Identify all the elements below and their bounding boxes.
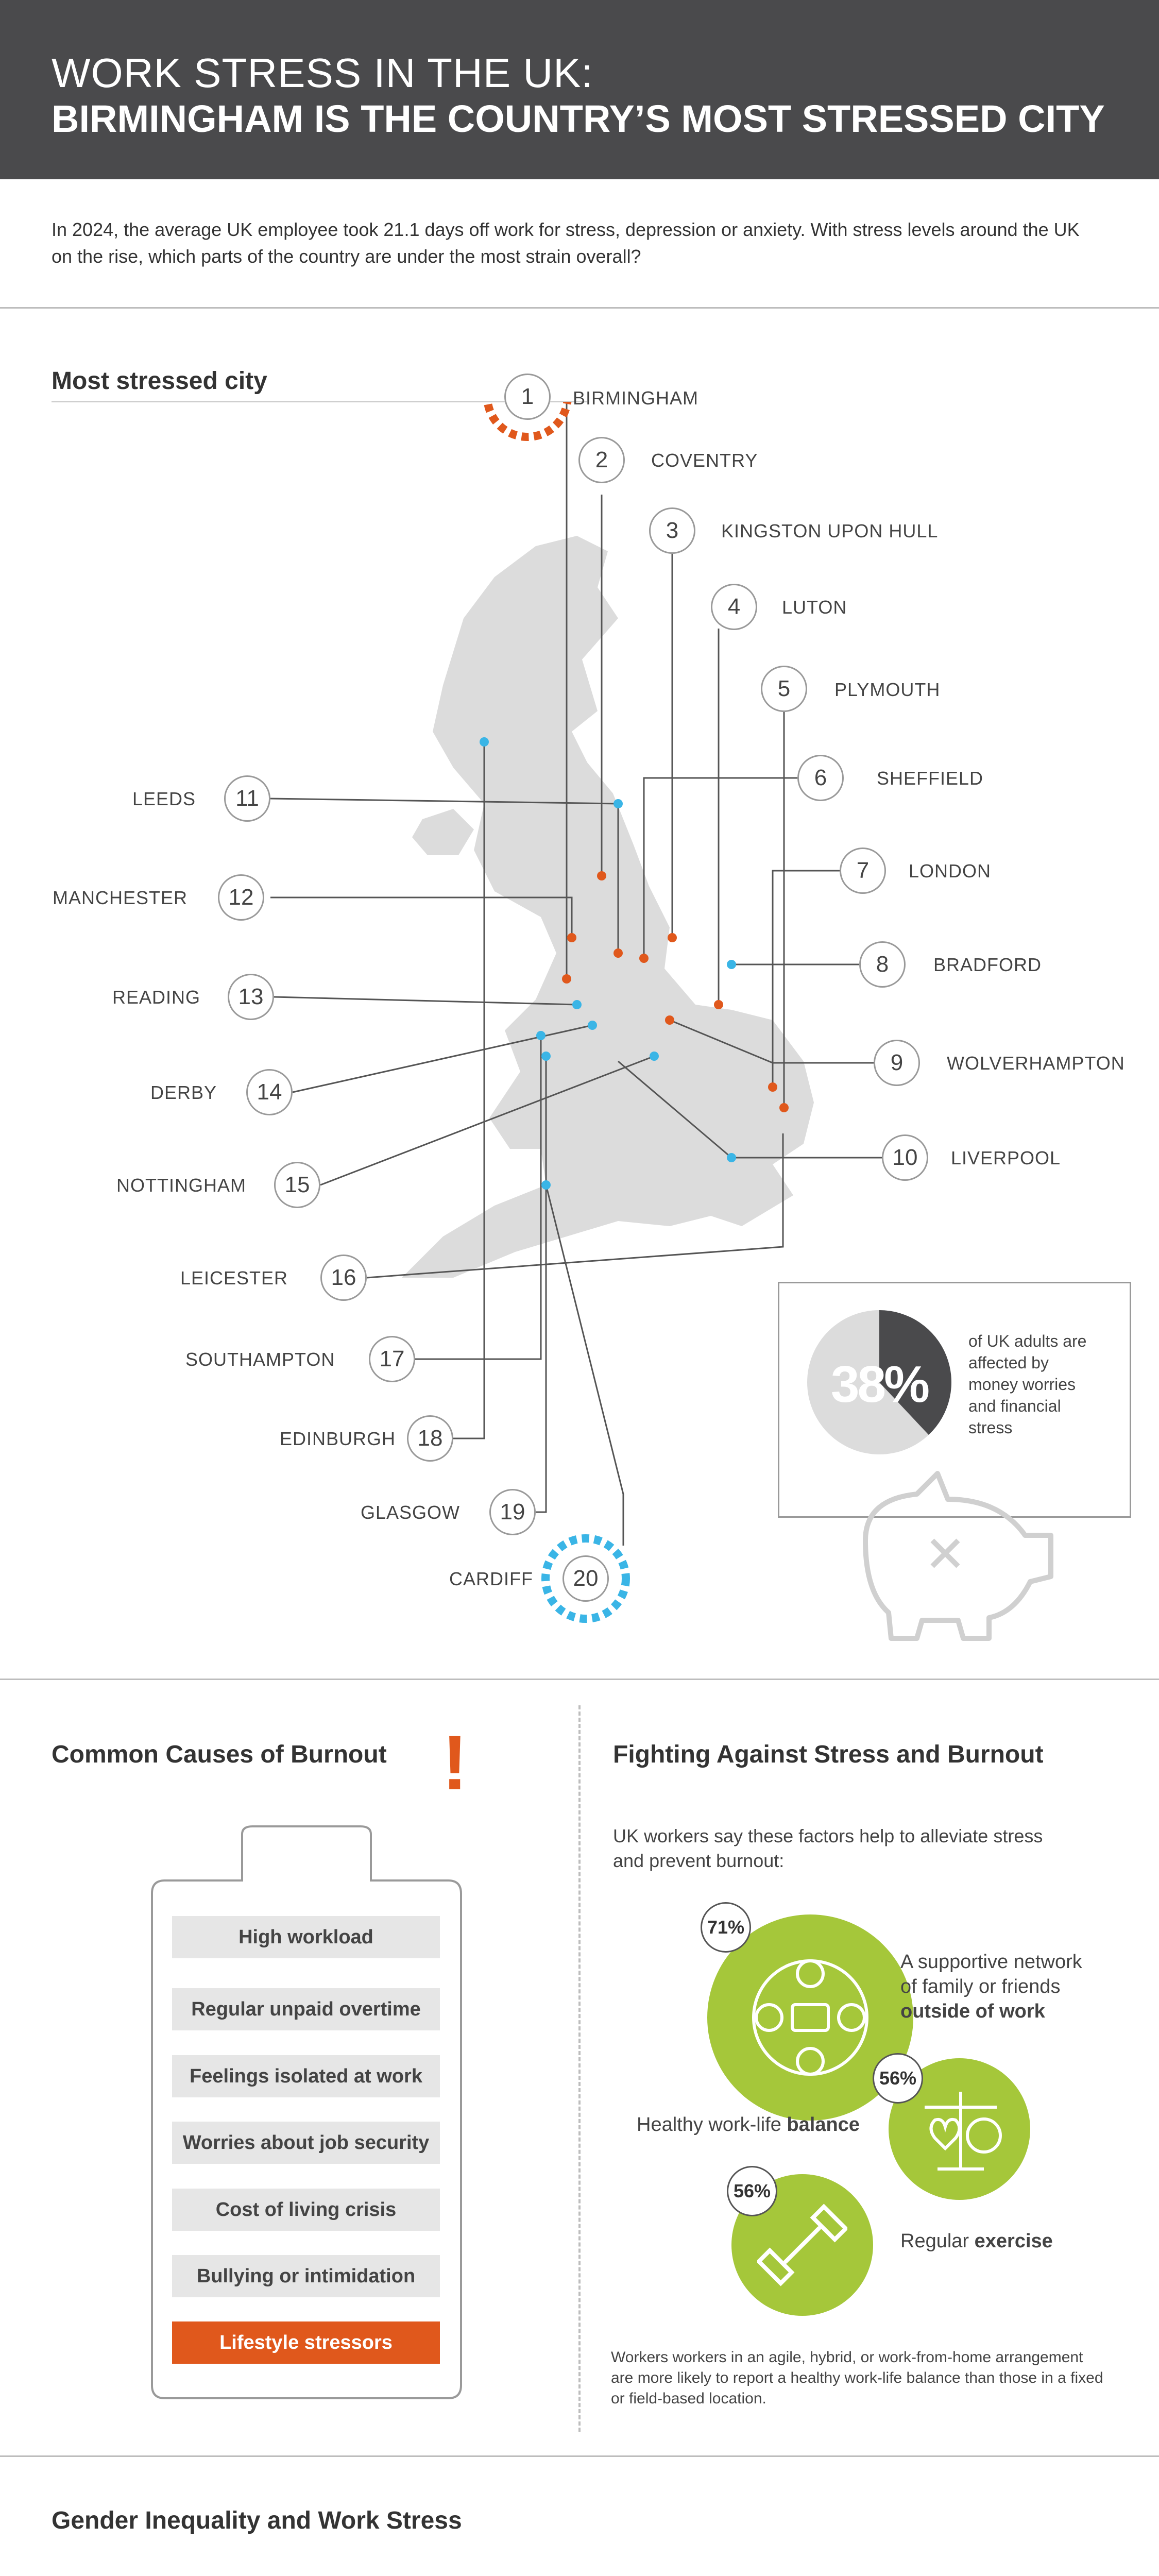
city-rank-10: 10 <box>882 1134 928 1181</box>
piggy-bank-icon <box>834 1463 1077 1649</box>
cause-item: Worries about job security <box>172 2122 440 2164</box>
city-name-10: LIVERPOOL <box>951 1147 1061 1168</box>
city-name-8: BRADFORD <box>933 954 1042 975</box>
stat-text: of UK adults are affected by money worries and financial stress <box>968 1332 1087 1437</box>
cause-item: Feelings isolated at work <box>172 2055 440 2097</box>
city-rank-6: 6 <box>797 755 844 801</box>
section-divider-dashed <box>578 1705 581 2432</box>
city-rank-20: 20 <box>563 1555 609 1602</box>
city-rank-13: 13 <box>228 974 274 1020</box>
map-section-title: Most stressed city <box>52 367 267 395</box>
city-name-20: CARDIFF <box>449 1568 533 1589</box>
fighting-intro: UK workers say these factors help to alleviate stress and prevent burnout: <box>613 1825 1043 1871</box>
burnout-title: Common Causes of Burnout <box>52 1741 387 1768</box>
cause-item: Bullying or intimidation <box>172 2255 440 2297</box>
city-name-16: LEICESTER <box>180 1267 288 1289</box>
city-name-1: BIRMINGHAM <box>573 387 698 409</box>
city-name-14: DERBY <box>150 1082 217 1103</box>
stat-value: 38% <box>830 1355 928 1413</box>
northern-ireland-shape <box>412 809 474 855</box>
dumbbell-icon <box>757 2200 847 2290</box>
city-name-5: PLYMOUTH <box>834 679 941 700</box>
city-rank-5: 5 <box>761 666 807 712</box>
header-title-line1: WORK STRESS IN THE UK: <box>52 50 593 96</box>
cause-item: Regular unpaid overtime <box>172 1988 440 2030</box>
factor-exercise-text: Regular exercise <box>900 2230 1053 2252</box>
intro-paragraph: In 2024, the average UK employee took 21.1 days off work for stress, depression or anxiety. With stress levels around the UK on the rise, which parts of the country are under the most strain overall? <box>52 219 1080 267</box>
city-rank-9: 9 <box>874 1040 920 1086</box>
factor-balance-text: Healthy work-life balance <box>637 2114 860 2136</box>
city-name-2: COVENTRY <box>651 450 758 471</box>
people-network-icon <box>738 1945 882 2090</box>
city-rank-7: 7 <box>840 848 886 894</box>
city-name-11: LEEDS <box>132 788 196 809</box>
city-rank-18: 18 <box>407 1415 453 1462</box>
city-rank-1: 1 <box>504 374 551 420</box>
fighting-note: Workers workers in an agile, hybrid, or work-from-home arrangement are more likely to report a healthy work-life balance than those in a fixed or field-based location. <box>611 2349 1103 2407</box>
fighting-title: Fighting Against Stress and Burnout <box>613 1741 1044 1768</box>
battery-outline <box>149 1824 464 2401</box>
city-name-17: SOUTHAMPTON <box>185 1349 335 1370</box>
cause-item-highlight: Lifestyle stressors <box>172 2321 440 2364</box>
city-rank-19: 19 <box>489 1489 536 1535</box>
scales-icon <box>912 2081 1010 2179</box>
great-britain-shape <box>402 536 814 1278</box>
city-rank-12: 12 <box>218 874 264 921</box>
divider <box>0 1679 1159 1680</box>
city-rank-14: 14 <box>246 1069 293 1115</box>
city-name-19: GLASGOW <box>361 1502 461 1523</box>
city-rank-15: 15 <box>274 1162 320 1208</box>
city-rank-8: 8 <box>859 941 906 988</box>
city-rank-4: 4 <box>711 584 757 630</box>
pct-badge: 56% <box>727 2166 777 2216</box>
city-name-4: LUTON <box>782 597 847 618</box>
pct-badge: 71% <box>701 1902 751 1953</box>
exclamation-icon: ! <box>442 1719 468 1806</box>
city-rank-17: 17 <box>369 1336 415 1382</box>
city-name-13: READING <box>112 987 201 1008</box>
city-name-9: WOLVERHAMPTON <box>947 1053 1125 1074</box>
header-title-line2: BIRMINGHAM IS THE COUNTRY’S MOST STRESSED CITY <box>52 97 1105 140</box>
cause-item: Cost of living crisis <box>172 2189 440 2231</box>
city-rank-16: 16 <box>320 1255 367 1301</box>
city-rank-11: 11 <box>224 775 270 822</box>
pct-badge: 56% <box>873 2053 923 2104</box>
gender-title: Gender Inequality and Work Stress <box>52 2507 462 2534</box>
divider <box>0 2455 1159 2457</box>
cause-item: High workload <box>172 1916 440 1958</box>
city-name-3: KINGSTON UPON HULL <box>721 520 939 541</box>
city-rank-3: 3 <box>649 507 695 554</box>
city-name-7: LONDON <box>909 860 992 882</box>
city-name-18: EDINBURGH <box>280 1428 396 1449</box>
city-rank-2: 2 <box>578 437 625 483</box>
city-name-15: NOTTINGHAM <box>116 1175 246 1196</box>
factor-support-text: A supportive network of family or friends outside of work <box>900 1951 1082 2022</box>
city-name-6: SHEFFIELD <box>877 768 984 789</box>
divider <box>0 307 1159 309</box>
city-name-12: MANCHESTER <box>53 887 188 908</box>
